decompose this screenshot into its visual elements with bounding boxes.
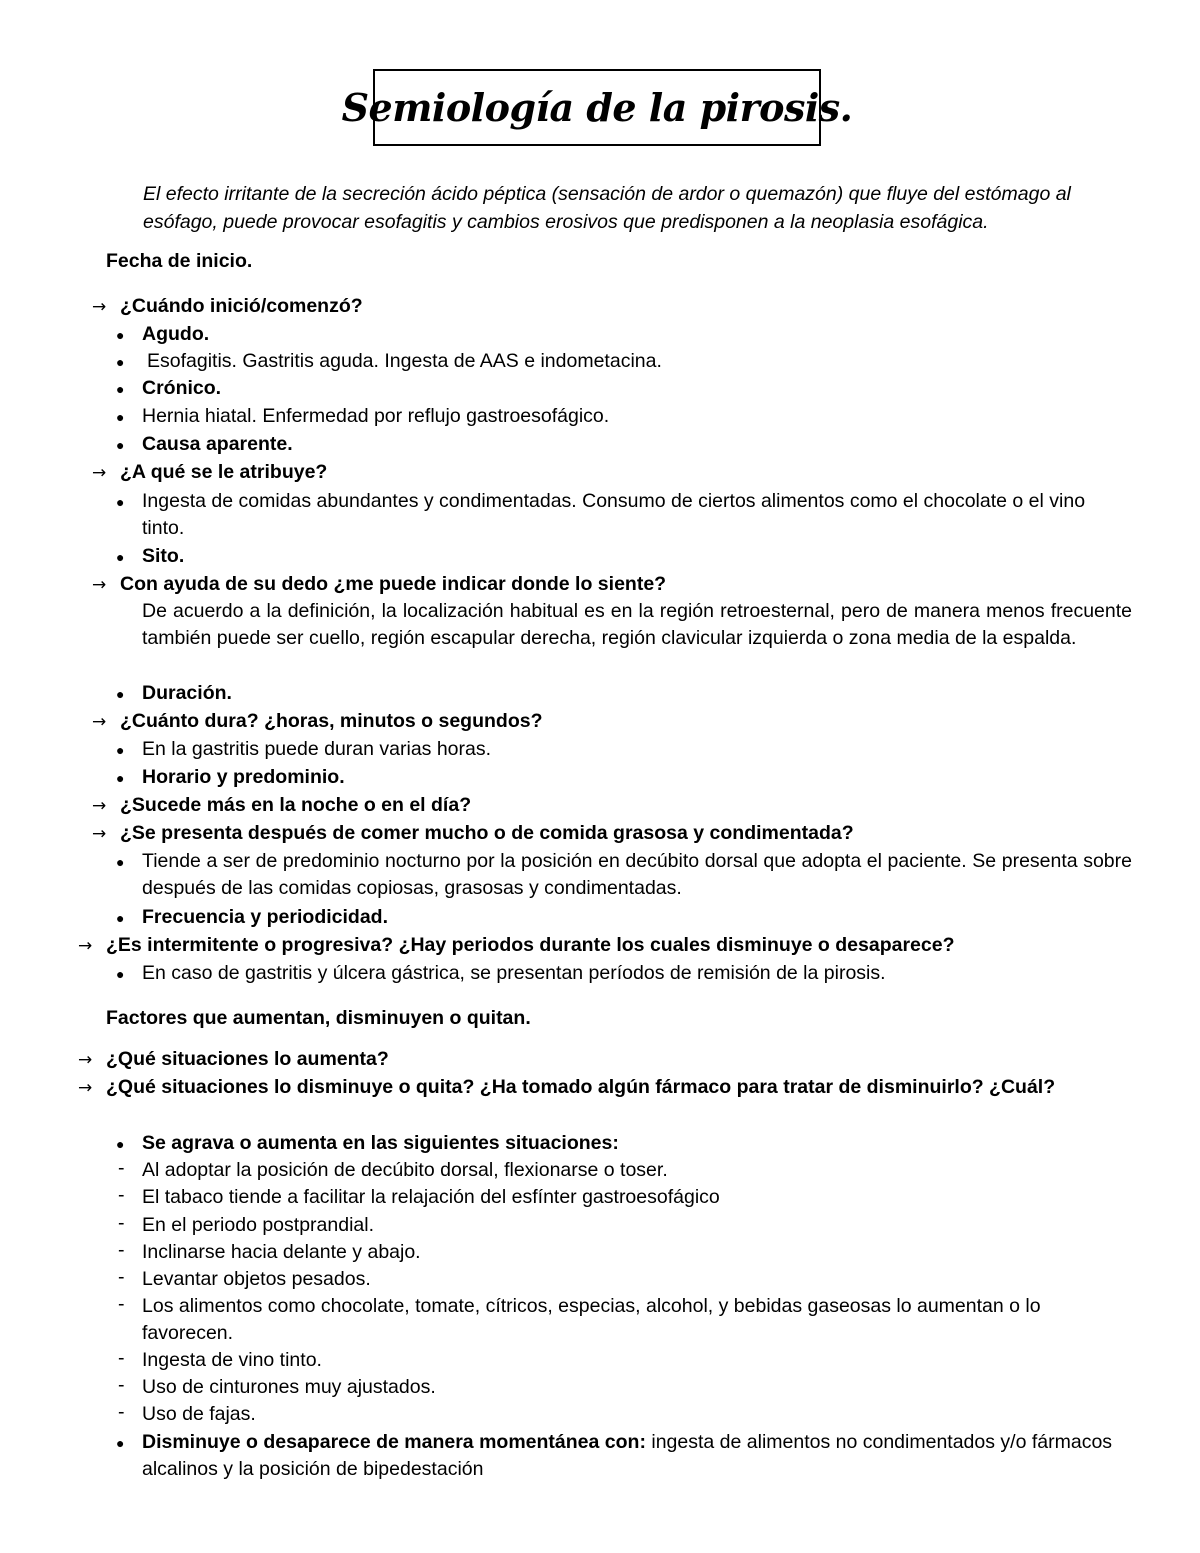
list-item-dash: Ingesta de vino tinto. <box>142 1349 322 1371</box>
bullet-icon: ● <box>116 966 125 982</box>
document-title: Semiología de la pirosis. <box>341 85 853 130</box>
section-heading-factores: Factores que aumentan, disminuyen o quitan. <box>106 1007 531 1029</box>
item-disminuye <box>142 1429 1137 1483</box>
bullet-icon: ● <box>116 1136 125 1152</box>
question-intermitente: ¿Es intermitente o progresiva? ¿Hay periodos durante los cuales disminuye o desaparece? <box>106 934 955 956</box>
item-sito: Sito. <box>142 545 185 567</box>
item-agrava: Se agrava o aumenta en las siguientes situaciones: <box>142 1132 619 1154</box>
dash-icon: - <box>118 1266 125 1288</box>
item-disminuye-label: Disminuye o desaparece de manera momentánea con: <box>142 1431 646 1453</box>
dash-icon: - <box>118 1239 125 1261</box>
dash-icon: - <box>118 1374 125 1396</box>
bullet-icon: ● <box>116 354 125 370</box>
list-item-dash: Inclinarse hacia delante y abajo. <box>142 1241 421 1263</box>
list-item-dash: Levantar objetos pesados. <box>142 1268 371 1290</box>
item-frecuencia: Frecuencia y periodicidad. <box>142 906 388 928</box>
arrow-icon: → <box>92 575 107 595</box>
item-horario: Horario y predominio. <box>142 766 345 788</box>
dash-icon: - <box>118 1347 125 1369</box>
intro-paragraph: El efecto irritante de la secreción ácido péptica (sensación de ardor o quemazón) que fluye del estómago al esófago, puede provocar esofagitis y cambios erosivos que predisponen a la neoplasia esofágica. <box>143 183 1071 233</box>
bullet-icon: ● <box>116 770 125 786</box>
item-agudo: Agudo. <box>142 323 210 345</box>
list-item-dash: Al adoptar la posición de decúbito dorsal, flexionarse o toser. <box>142 1159 668 1181</box>
item-causa-desc: Ingesta de comidas abundantes y condimentadas. Consumo de ciertos alimentos como el chocolate o el vino tinto. <box>142 490 1086 539</box>
arrow-icon: → <box>92 297 107 317</box>
item-cronico: Crónico. <box>142 377 222 399</box>
dash-icon: - <box>118 1212 125 1234</box>
item-disminuye-desc: ingesta de alimentos no condimentados y/o fármacos alcalinos y la posición de bipedestación <box>142 1431 1113 1480</box>
list-item-dash: El tabaco tiende a facilitar la relajación del esfínter gastroesofágico <box>142 1186 720 1208</box>
list-item-dash: Uso de fajas. <box>142 1403 256 1425</box>
dash-icon: - <box>118 1184 125 1206</box>
question-dedo: Con ayuda de su dedo ¿me puede indicar donde lo siente? <box>120 573 667 595</box>
item-duracion-desc: En la gastritis puede duran varias horas. <box>142 738 492 760</box>
bullet-icon: ● <box>116 494 125 510</box>
arrow-icon: → <box>92 796 107 816</box>
arrow-icon: → <box>78 936 93 956</box>
bullet-icon: ● <box>116 854 125 870</box>
title-box <box>341 69 853 146</box>
bullet-icon: ● <box>116 327 125 343</box>
list-item-dash: Los alimentos como chocolate, tomate, cítricos, especias, alcohol, y bebidas gaseosas lo aumentan o lo favorecen. <box>142 1295 1041 1344</box>
bullet-icon: ● <box>116 549 125 565</box>
arrow-icon: → <box>92 463 107 483</box>
bullet-icon: ● <box>116 910 125 926</box>
arrow-icon: → <box>78 1050 93 1070</box>
item-horario-desc: Tiende a ser de predominio nocturno por la posición en decúbito dorsal que adopta el paciente. Se presenta sobre después de las comidas copiosas, grasosas y condimentadas. <box>142 850 1132 899</box>
question-noche-dia: ¿Sucede más en la noche o en el día? <box>120 794 472 816</box>
item-sito-desc: De acuerdo a la definición, la localización habitual es en la región retroesternal, pero de manera menos frecuente también puede ser cuello, región escapular derecha, región clavicular izquierda o zona media de la espalda. <box>142 600 1132 649</box>
bullet-icon: ● <box>116 1435 125 1451</box>
item-agudo-desc: Esofagitis. Gastritis aguda. Ingesta de AAS e indometacina. <box>147 350 662 372</box>
bullet-icon: ● <box>116 686 125 702</box>
item-frecuencia-desc: En caso de gastritis y úlcera gástrica, se presentan períodos de remisión de la pirosis. <box>142 962 886 984</box>
bullet-icon: ● <box>116 742 125 758</box>
question-atribuye: ¿A qué se le atribuye? <box>120 461 328 483</box>
arrow-icon: → <box>92 824 107 844</box>
bullet-icon: ● <box>116 437 125 453</box>
dash-icon: - <box>118 1157 125 1179</box>
dash-icon: - <box>118 1293 125 1315</box>
question-cuanto-dura: ¿Cuánto dura? ¿horas, minutos o segundos? <box>120 710 543 732</box>
question-cuando: ¿Cuándo inició/comenzó? <box>120 295 363 317</box>
question-aumenta: ¿Qué situaciones lo aumenta? <box>106 1048 389 1070</box>
item-cronico-desc: Hernia hiatal. Enfermedad por reflujo gastroesofágico. <box>142 405 610 427</box>
section-heading-fecha: Fecha de inicio. <box>106 250 253 272</box>
question-disminuye: ¿Qué situaciones lo disminuye o quita? ¿Ha tomado algún fármaco para tratar de disminuirlo? ¿Cuál? <box>106 1076 1056 1098</box>
dash-icon: - <box>118 1401 125 1423</box>
list-item-dash: Uso de cinturones muy ajustados. <box>142 1376 436 1398</box>
question-comida: ¿Se presenta después de comer mucho o de comida grasosa y condimentada? <box>120 822 854 844</box>
item-causa: Causa aparente. <box>142 433 293 455</box>
arrow-icon: → <box>92 712 107 732</box>
bullet-icon: ● <box>116 409 125 425</box>
item-duracion: Duración. <box>142 682 232 704</box>
bullet-icon: ● <box>116 381 125 397</box>
arrow-icon: → <box>78 1078 93 1098</box>
list-item-dash: En el periodo postprandial. <box>142 1214 374 1236</box>
